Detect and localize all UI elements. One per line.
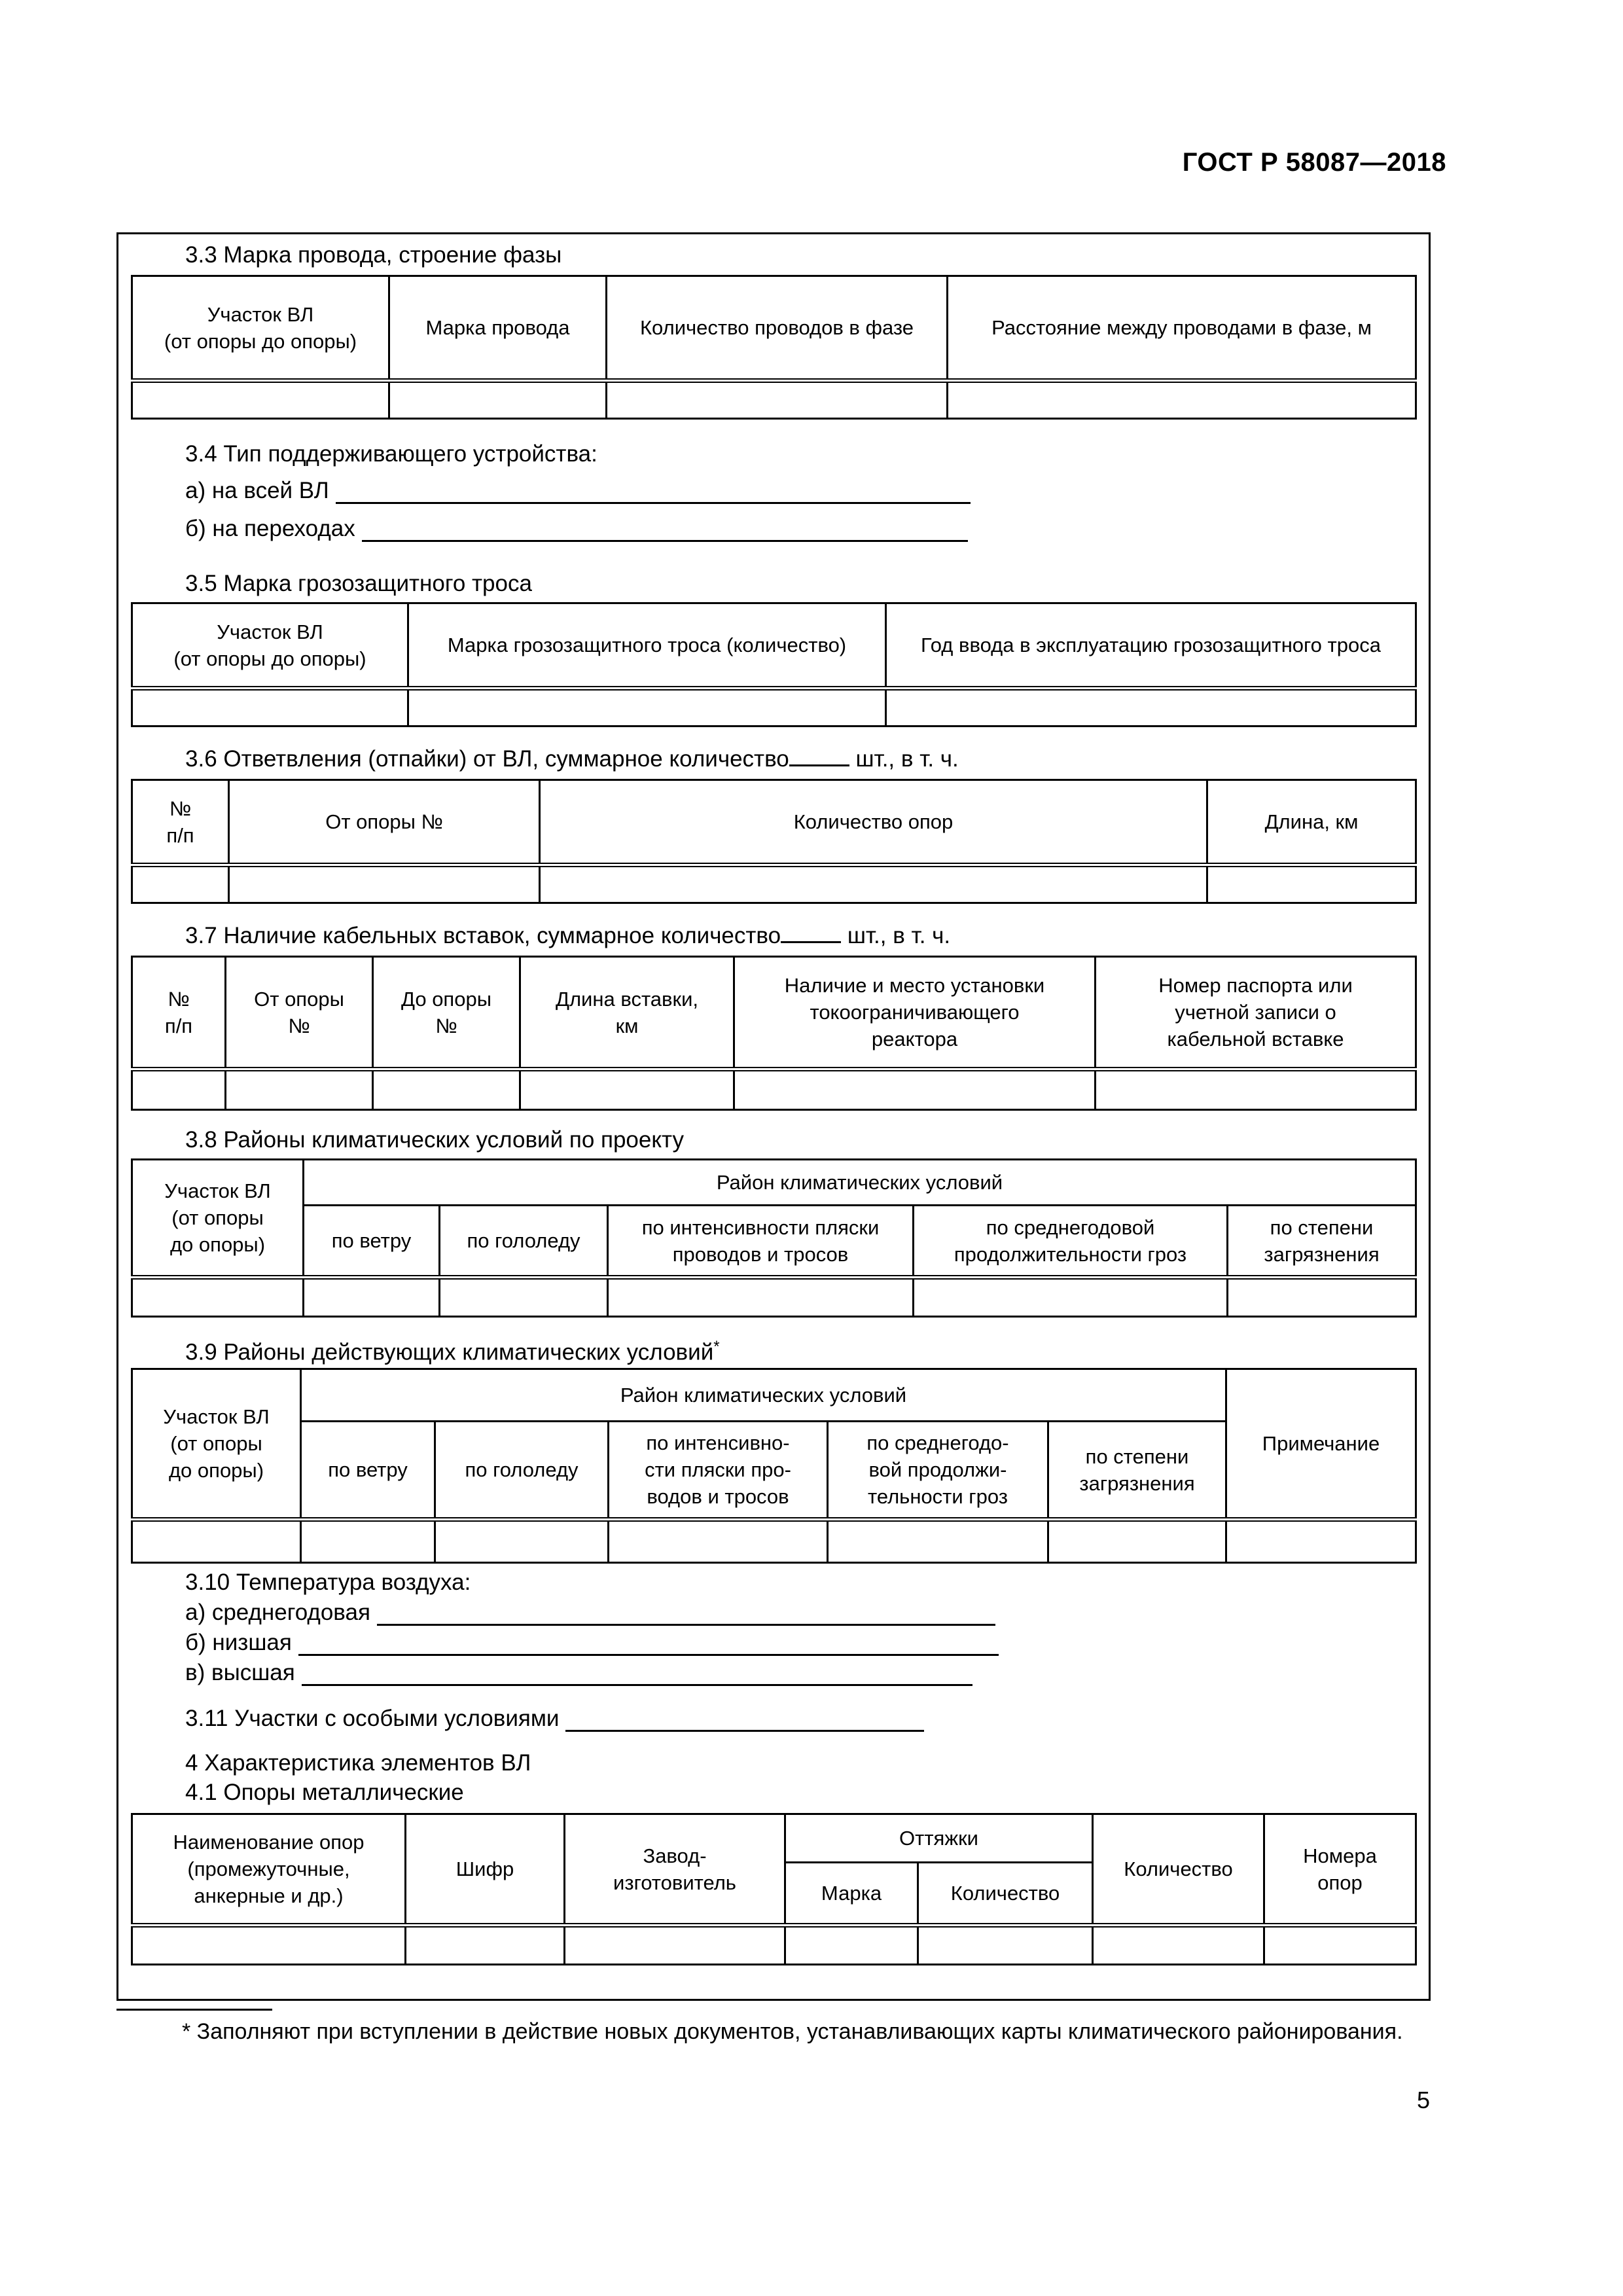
col-from-support: От опоры № (229, 780, 540, 865)
input-cell[interactable] (132, 1926, 406, 1965)
input-cell[interactable] (608, 1278, 914, 1317)
input-cell[interactable] (607, 381, 948, 419)
input-cell[interactable] (948, 381, 1416, 419)
input-cell[interactable] (132, 1069, 226, 1110)
footnote-rule (116, 2009, 272, 2011)
col-wind: по ветру (304, 1206, 440, 1278)
table-wire-brand (131, 275, 1417, 420)
footnote-mark: * (713, 1338, 720, 1355)
col-climate-group: Район климатических условий (304, 1160, 1416, 1206)
table-taps (131, 779, 1417, 904)
col-passport-number: Номер паспорта или учетной записи о кабельной вставке (1096, 957, 1416, 1069)
input-cell[interactable] (1093, 1926, 1264, 1965)
col-commission-year: Год ввода в эксплуатацию грозозащитного троса (886, 603, 1416, 689)
col-wind: по ветру (301, 1422, 435, 1520)
section-3-4-title: 3.4 Тип поддерживающего устройства: (185, 441, 597, 467)
input-cell[interactable] (132, 865, 229, 903)
input-cell[interactable] (226, 1069, 373, 1110)
table-row (132, 1278, 1416, 1317)
section-3-9-title-text: 3.9 Районы действующих климатических условий (185, 1339, 714, 1365)
col-ice: по гололеду (435, 1422, 609, 1520)
footnote: * Заполняют при вступлении в действие новых документов, устанавливающих карты климатического районирования. (182, 2019, 1403, 2044)
input-cell[interactable] (408, 689, 886, 726)
input-cell[interactable] (373, 1069, 520, 1110)
col-manufacturer: Завод- изготовитель (565, 1814, 785, 1926)
section-3-11 (185, 1702, 924, 1732)
document-id: ГОСТ Р 58087—2018 (1182, 148, 1446, 177)
col-to-support: До опоры № (373, 957, 520, 1069)
temp-average-field[interactable] (377, 1602, 995, 1626)
input-cell[interactable] (734, 1069, 1096, 1110)
col-support-numbers: Номера опор (1264, 1814, 1416, 1926)
input-cell[interactable] (1048, 1520, 1226, 1563)
table-cable-inserts (131, 956, 1417, 1111)
input-cell[interactable] (918, 1926, 1093, 1965)
col-wire-distance: Расстояние между проводами в фазе, м (948, 276, 1416, 381)
support-all-line-field[interactable] (336, 480, 971, 504)
support-crossings-label: б) на переходах (185, 516, 355, 541)
col-section: Участок ВЛ (от опоры до опоры) (132, 276, 389, 381)
input-cell[interactable] (132, 381, 389, 419)
input-cell[interactable] (1226, 1520, 1416, 1563)
col-thunderstorms: по среднегодо- вой продолжи- тельности гроз (828, 1422, 1048, 1520)
section-3-4 (185, 437, 971, 542)
section-3-7-title-suffix: шт., в т. ч. (847, 923, 951, 948)
input-cell[interactable] (565, 1926, 785, 1965)
input-cell[interactable] (1207, 865, 1416, 903)
temp-max-field[interactable] (302, 1662, 972, 1686)
support-crossings-field[interactable] (362, 518, 968, 542)
input-cell[interactable] (440, 1278, 608, 1317)
table-row (132, 865, 1416, 903)
col-guys-quantity: Количество (918, 1863, 1093, 1926)
section-3-10-title: 3.10 Температура воздуха: (185, 1570, 471, 1595)
col-quantity: Количество (1093, 1814, 1264, 1926)
temp-max-label: в) высшая (185, 1660, 295, 1685)
col-length: Длина, км (1207, 780, 1416, 865)
input-cell[interactable] (132, 1278, 304, 1317)
col-ground-wire-brand: Марка грозозащитного троса (количество) (408, 603, 886, 689)
col-insert-length: Длина вставки, км (520, 957, 734, 1069)
col-support-name: Наименование опор (промежуточные, анкерные и др.) (132, 1814, 406, 1926)
page-number: 5 (1416, 2087, 1430, 2113)
input-cell[interactable] (301, 1520, 435, 1563)
col-ice: по гололеду (440, 1206, 608, 1278)
col-pollution: по степени загрязнения (1048, 1422, 1226, 1520)
section-3-3-title: 3.3 Марка провода, строение фазы (185, 242, 562, 268)
table-row (132, 381, 1416, 419)
table-row (132, 1926, 1416, 1965)
input-cell[interactable] (540, 865, 1207, 903)
col-climate-group: Район климатических условий (301, 1369, 1226, 1422)
table-row (132, 1520, 1416, 1563)
section-3-5-title: 3.5 Марка грозозащитного троса (185, 571, 532, 596)
input-cell[interactable] (785, 1926, 918, 1965)
table-ground-wire (131, 602, 1417, 727)
input-cell[interactable] (132, 689, 408, 726)
section-3-10 (185, 1566, 999, 1686)
col-number: № п/п (132, 780, 229, 865)
input-cell[interactable] (828, 1520, 1048, 1563)
col-galloping: по интенсивно- сти пляски про- водов и тросов (609, 1422, 828, 1520)
table-row (132, 1069, 1416, 1110)
input-cell[interactable] (1264, 1926, 1416, 1965)
section-3-6-title (185, 745, 959, 774)
table-actual-climate (131, 1368, 1417, 1564)
section-3-7-title (185, 922, 950, 950)
section-3-9-title (185, 1333, 720, 1367)
temp-min-field[interactable] (298, 1632, 999, 1656)
input-cell[interactable] (132, 1520, 301, 1563)
input-cell[interactable] (520, 1069, 734, 1110)
special-sections-field[interactable] (565, 1708, 924, 1732)
temp-average-label: а) среднегодовая (185, 1600, 370, 1625)
col-guys-group: Оттяжки (785, 1814, 1093, 1863)
col-section: Участок ВЛ (от опоры до опоры) (132, 1369, 301, 1520)
input-cell[interactable] (886, 689, 1416, 726)
col-code: Шифр (406, 1814, 565, 1926)
section-3-8-title: 3.8 Районы климатических условий по проекту (185, 1127, 684, 1153)
col-number: № п/п (132, 957, 226, 1069)
input-cell[interactable] (229, 865, 540, 903)
col-note: Примечание (1226, 1369, 1416, 1520)
input-cell[interactable] (1228, 1278, 1416, 1317)
input-cell[interactable] (914, 1278, 1228, 1317)
col-galloping: по интенсивности пляски проводов и тросов (608, 1206, 914, 1278)
input-cell[interactable] (389, 381, 607, 419)
section-4-title: 4 Характеристика элементов ВЛ (185, 1750, 531, 1776)
section-3-6-title-suffix: шт., в т. ч. (855, 746, 959, 772)
input-cell[interactable] (406, 1926, 565, 1965)
table-row (132, 689, 1416, 726)
col-pollution: по степени загрязнения (1228, 1206, 1416, 1278)
section-4-1-title: 4.1 Опоры металлические (185, 1780, 464, 1805)
input-cell[interactable] (609, 1520, 828, 1563)
support-all-line-label: а) на всей ВЛ (185, 478, 329, 503)
col-thunderstorms: по среднегодовой продолжительности гроз (914, 1206, 1228, 1278)
input-cell[interactable] (304, 1278, 440, 1317)
section-3-7-title-text: 3.7 Наличие кабельных вставок, суммарное количество (185, 923, 781, 948)
section-3-6-title-text: 3.6 Ответвления (отпайки) от ВЛ, суммарное количество (185, 746, 789, 772)
col-wire-brand: Марка провода (389, 276, 607, 381)
col-section: Участок ВЛ (от опоры до опоры) (132, 603, 408, 689)
col-supports-count: Количество опор (540, 780, 1207, 865)
col-from-support: От опоры № (226, 957, 373, 1069)
input-cell[interactable] (435, 1520, 609, 1563)
taps-total-field[interactable] (789, 745, 849, 766)
table-metal-supports (131, 1813, 1417, 1965)
col-reactor: Наличие и место установки токоограничивающего реактора (734, 957, 1096, 1069)
col-guys-brand: Марка (785, 1863, 918, 1926)
input-cell[interactable] (1096, 1069, 1416, 1110)
temp-min-label: б) низшая (185, 1630, 292, 1655)
col-wires-per-phase: Количество проводов в фазе (607, 276, 948, 381)
col-section: Участок ВЛ (от опоры до опоры) (132, 1160, 304, 1278)
cable-inserts-total-field[interactable] (781, 922, 841, 943)
section-3-11-title: 3.11 Участки с особыми условиями (185, 1706, 560, 1731)
table-design-climate (131, 1158, 1417, 1318)
